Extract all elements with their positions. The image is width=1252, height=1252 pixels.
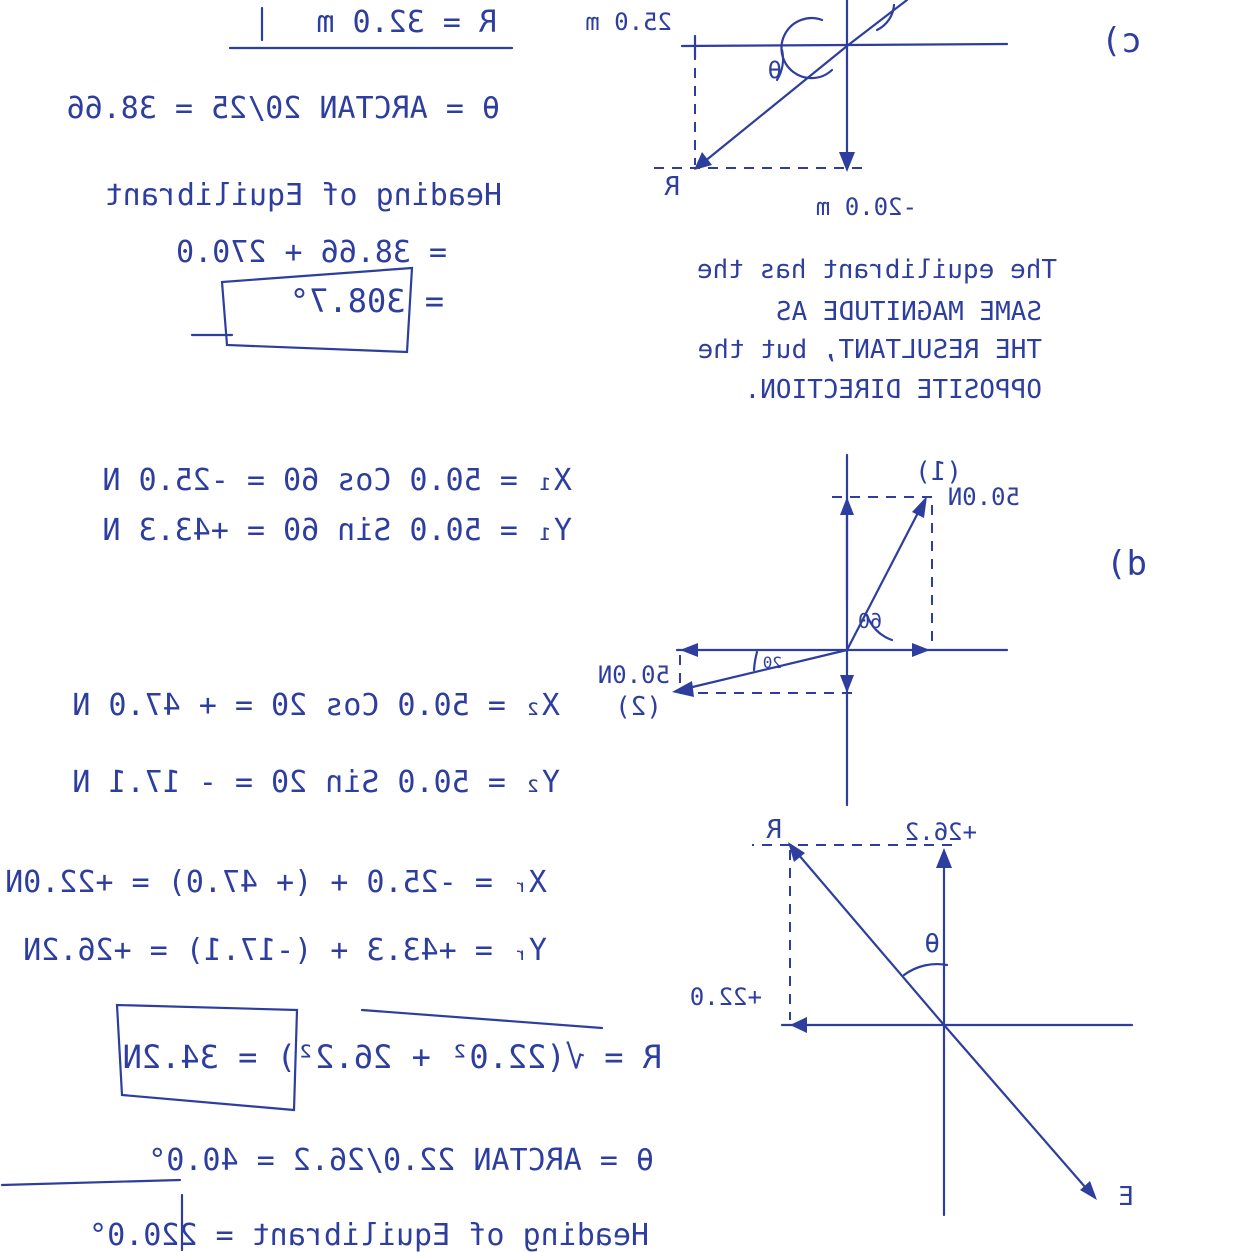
resultant-label-d: R — [766, 815, 782, 845]
theta-diagram-d: θ — [924, 929, 940, 959]
r-magnitude-equation-d: R = √(22.0² + 26.2²) = 34.2N — [122, 1038, 662, 1076]
theta-equation-c: θ = ARCTAN 20/25 = 38.66 — [66, 91, 500, 126]
note-line-3: THE RESULTANT, but the — [697, 335, 1042, 365]
x-component-label-c: 25.0 m — [585, 8, 672, 36]
vector-1-label: (1) — [915, 457, 962, 487]
vector-diagram-d — [598, 455, 1020, 805]
heading-label-c: Heading of Equilibrant — [104, 178, 502, 213]
heading-equation-d: Heading of Equilibrant = 220.0° — [89, 1218, 649, 1252]
xr-equation: Xᵣ = -25.0 + (+ 47.0) = +22.0N — [5, 865, 547, 900]
vector-1-magnitude: 50.0N — [947, 483, 1020, 511]
note-line-4: OPPOSITE DIRECTION. — [744, 375, 1042, 405]
theta-equation-d: θ = ARCTAN 22.0/26.2 = 40.0° — [148, 1143, 654, 1178]
part-d-label: d) — [1106, 544, 1147, 584]
x1-equation: X₁ = 50.0 Cos 60 = -25.0 N — [102, 463, 572, 498]
heading-result-c: = 308.7° — [289, 282, 444, 320]
y-resultant-label: +26.2 — [904, 818, 977, 846]
angle-60-label: 60 — [857, 609, 882, 633]
equilibrant-note — [697, 255, 1057, 405]
x2-equation: X₂ = 50.0 Cos 20 = + 47.0 N — [72, 688, 560, 723]
y1-equation: Y₁ = 50.0 Sin 60 = +43.3 N — [102, 513, 572, 548]
resultant-label-c: R — [664, 172, 680, 202]
heading-sum-c: = 38.66 + 270.0 — [176, 235, 447, 270]
note-line-2: SAME MAGNITUDE AS — [775, 297, 1042, 327]
vector-diagram-c — [585, 0, 1007, 221]
vector-2-label: (2) — [615, 692, 662, 722]
yr-equation: Yᵣ = +43.3 + (-17.1) = +26.2N — [23, 933, 547, 968]
equilibrant-label: E — [1118, 1182, 1134, 1212]
part-c-label: c) — [1101, 21, 1142, 61]
y-component-label-c: -20.0 m — [815, 193, 917, 221]
x-resultant-label: +22.0 — [689, 983, 762, 1011]
vector-2-magnitude: 50.0N — [597, 661, 670, 689]
r-magnitude-c: R = 32.0 m — [316, 5, 497, 40]
y2-equation: Y₂ = 50.0 Sin 20 = - 17.1 N — [72, 765, 560, 800]
resultant-diagram-d — [690, 815, 1134, 1215]
angle-20-label: 20 — [762, 653, 782, 672]
theta-diagram-c: θ — [767, 56, 782, 84]
note-line-1: The equilibrant has the — [696, 255, 1057, 285]
